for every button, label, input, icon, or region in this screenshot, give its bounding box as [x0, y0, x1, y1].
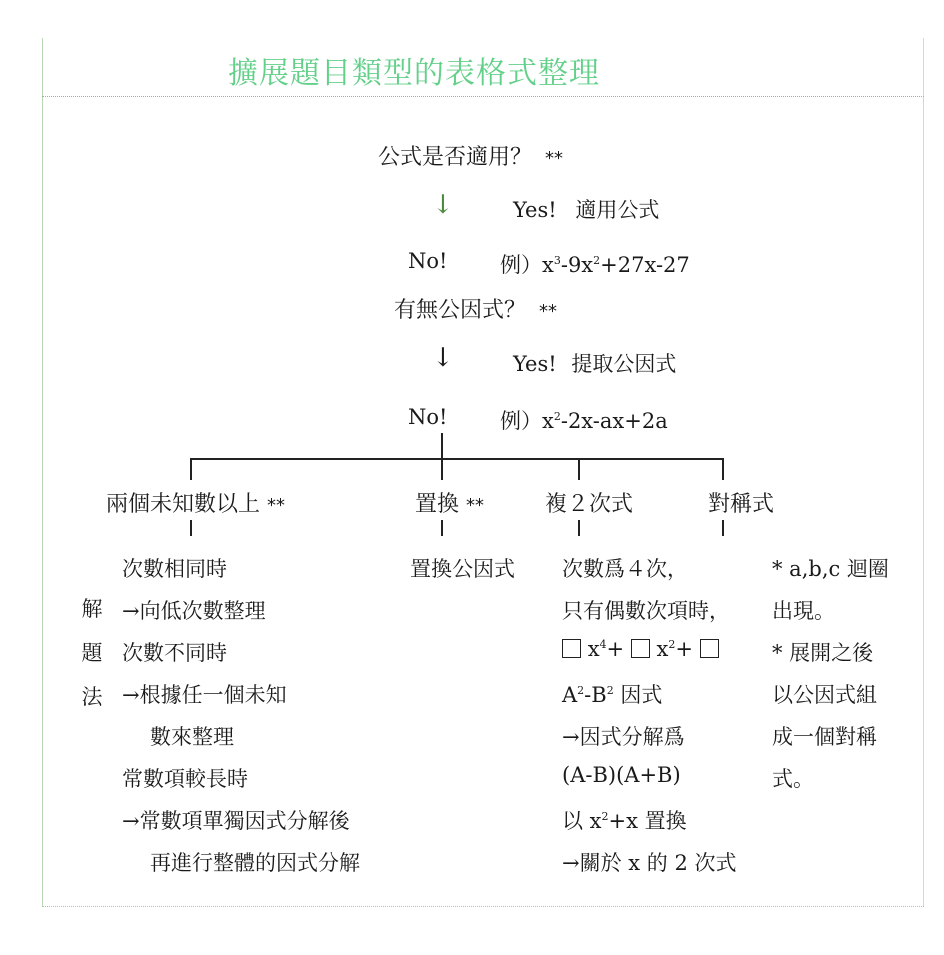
blank-box-icon [700, 639, 719, 658]
col2-line: 置換公因式 [410, 557, 515, 581]
page-title: 擴展題目類型的表格式整理 [228, 56, 600, 91]
question-1-text: 公式是否適用？ [378, 145, 533, 170]
col4-line: 成一個對稱 [772, 725, 877, 749]
col4-line: 出現。 [772, 599, 835, 623]
tree-trunk-line [441, 433, 443, 458]
branch-3-label: 複２次式 [545, 492, 634, 517]
col4-line: * 展開之後 [772, 641, 874, 665]
yes-1-action: 適用公式 [575, 198, 660, 222]
column-tick-line [441, 520, 443, 536]
col3-line: (A-B)(A+B) [562, 763, 681, 787]
branch-2-stars: ** [466, 495, 485, 516]
yes-2-label: Yes! [513, 352, 557, 376]
col3-line: 只有偶數次項時， [562, 599, 730, 623]
question-common-factor [394, 293, 557, 324]
x4-term: $x^4+$ [587, 637, 625, 661]
branch-1-stars: ** [267, 495, 286, 516]
example-1-label: 例） [500, 253, 542, 277]
x2-term: $x^2+$ [656, 637, 693, 661]
col1-line: 數來整理 [150, 725, 234, 749]
col4-line: 以公因式組 [772, 683, 877, 707]
example-2-math: $x^2-2x-ax+2a$ [542, 409, 668, 433]
branch-2-label: 置換 [415, 492, 460, 517]
blank-box-icon [631, 639, 650, 658]
col4-line: * a,b,c 迴圈 [772, 557, 889, 581]
title-divider [42, 96, 924, 97]
tree-horizontal-line [190, 458, 723, 460]
tree-branch-line [190, 458, 192, 480]
branch-symmetric [708, 487, 774, 518]
bottom-divider [42, 906, 924, 907]
branch-substitution [415, 487, 484, 518]
example-2-label: 例） [500, 409, 542, 433]
branch-1-label: 兩個未知數以上 [106, 492, 261, 517]
no-1-label: No! [408, 249, 448, 273]
branch-4-label: 對稱式 [708, 492, 775, 517]
yes-branch-2 [513, 348, 676, 378]
example-2 [500, 405, 668, 435]
col1-line: 再進行整體的因式分解 [150, 851, 360, 875]
question-2-stars: ** [539, 301, 558, 322]
col3-line: →關於 x 的 2 次式 [562, 851, 737, 875]
question-2-text: 有無公因式？ [394, 298, 527, 323]
yes-2-action: 提取公因式 [571, 352, 677, 376]
method-label-char: 法 [81, 685, 103, 709]
down-arrow-icon: ↓ [432, 343, 454, 373]
column-tick-line [722, 520, 724, 536]
question-formula-applicable [378, 140, 563, 171]
col3-line: 次數爲４次， [562, 557, 688, 581]
yes-1-label: Yes! [513, 198, 557, 222]
branch-biquadratic [545, 487, 633, 518]
down-arrow-icon: ↓ [432, 190, 454, 220]
col3-line: →因式分解爲 [562, 725, 685, 749]
col3-line: 以 $x^2+x$ 置換 [562, 809, 687, 833]
branch-two-unknowns [106, 487, 285, 518]
column-tick-line [190, 520, 192, 536]
col4-line: 式。 [772, 767, 814, 791]
col1-line: →根據任一個未知 [122, 683, 287, 707]
method-label-char: 題 [81, 641, 103, 665]
col3-box-expression [562, 637, 719, 661]
yes-branch-1 [513, 194, 659, 224]
col1-line: →向低次數整理 [122, 599, 266, 623]
method-label [80, 587, 104, 719]
tree-branch-line [441, 458, 443, 480]
col1-line: →常數項單獨因式分解後 [122, 809, 350, 833]
col1-line: 常數項較長時 [122, 767, 248, 791]
blank-box-icon [562, 639, 581, 658]
col3-line: $A^2-B^2$ 因式 [562, 683, 663, 707]
method-label-char: 解 [81, 597, 103, 621]
question-1-stars: ** [545, 148, 564, 169]
tree-branch-line [578, 458, 580, 480]
tree-branch-line [722, 458, 724, 480]
col1-line: 次數不同時 [122, 641, 227, 665]
example-1 [500, 249, 690, 279]
column-tick-line [578, 520, 580, 536]
example-1-math: $x^3-9x^2+27x-27$ [542, 253, 690, 277]
no-2-label: No! [408, 405, 448, 429]
col1-line: 次數相同時 [122, 557, 227, 581]
